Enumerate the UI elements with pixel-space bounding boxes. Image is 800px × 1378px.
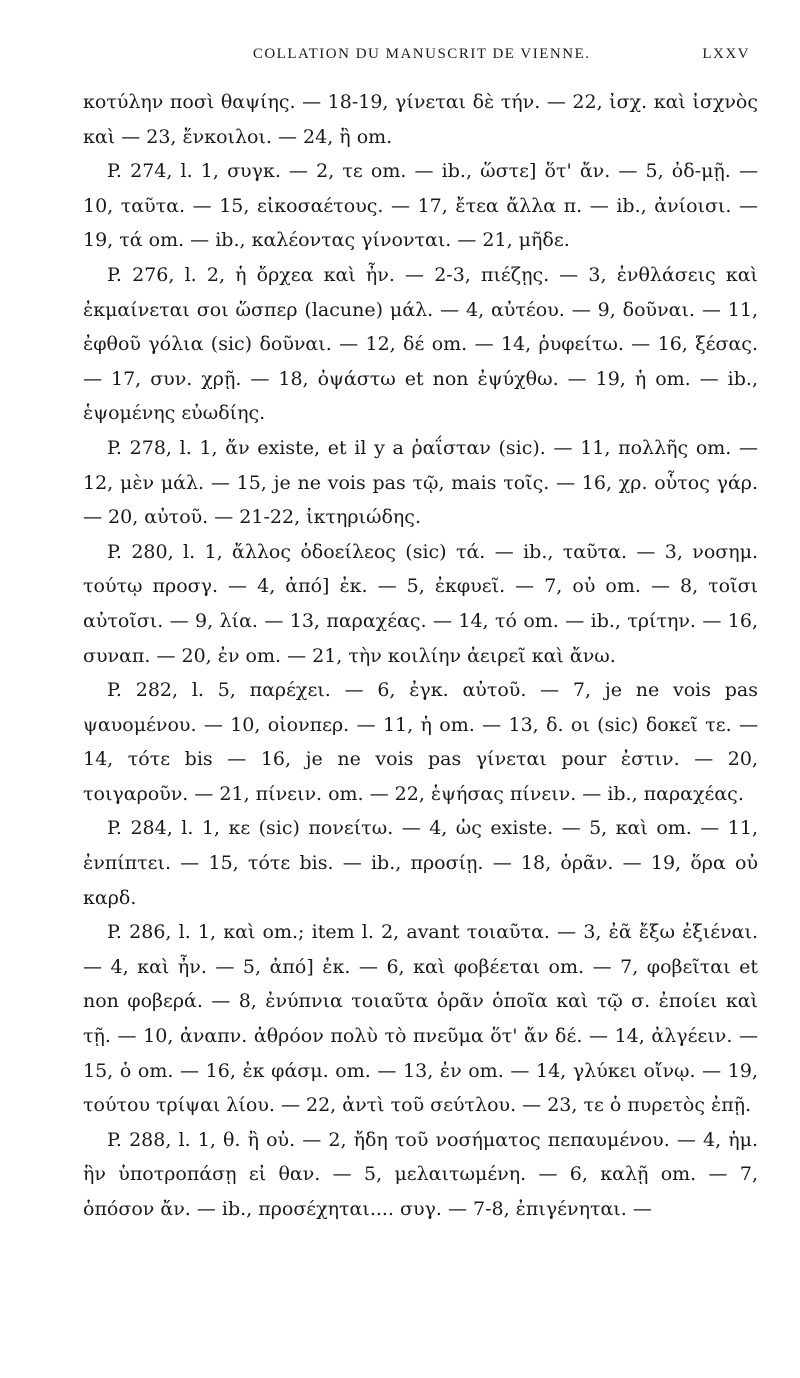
paragraph-p278: P. 278, l. 1, ἄν existe, et il y a ῥαΐσταν (sic). — 11, πολλῆς om. — 12, μὲν μάλ. — 15, je ne vois pas τῷ, mais τοῖς. — 16, χρ. οὗτος γάρ. — 20, αὐτοῦ. — 21-22, ἰκτηριώδης.	[83, 436, 758, 529]
paragraph-continuation: κοτύλην ποσὶ θαψίης. — 18-19, γίνεται δὲ τήν. — 22, ἰσχ. καὶ ἰσχνὸς καὶ — 23, ἔνκοιλοι. — 24, ἢ om.	[83, 91, 758, 148]
paragraph-p280: P. 280, l. 1, ἄλλος ὁδοείλεος (sic) τά. — ib., ταῦτα. — 3, νοσημ. τούτῳ προσγ. — 4, ἀπό] ἐκ. — 5, ἐκφυεῖ. — 7, οὐ om. — 8, τοῖσι αὐτοῖσι. — 9, λία. — 13, παραχέας. — 14, τό om. — ib., τρίτην. — 16, συναπ. — 20, ἐν om. — 21, τὴν κοιλίην ἀειρεῖ καὶ ἄνω.	[83, 540, 758, 667]
paragraph-p288: P. 288, l. 1, θ. ἢ οὐ. — 2, ἤδη τοῦ νοσήματος πεπαυμένου. — 4, ἡμ. ἣν ὑποτροπάσῃ εἰ θαν. — 5, μελαιτωμένη. — 6, καλῇ om. — 7, ὁπόσον ἄν. — ib., προσέχηται.... συγ. — 7-8, ἐπιγένηται. —	[83, 1128, 758, 1220]
paragraph-p286: P. 286, l. 1, καὶ om.; item l. 2, avant τοιαῦτα. — 3, ἐᾶ ἔξω ἐξιέναι. — 4, καὶ ἦν. — 5, ἀπό] ἐκ. — 6, καὶ φοβέεται om. — 7, φοβεῖται et non φοβερά. — 8, ἐνύπνια τοιαῦτα ὁρᾶν ὁποῖα καὶ τῷ σ. ἐποίει καὶ τῇ. — 10, ἀναπν. ἀθρόον πολὺ τὸ πνεῦμα ὅτ' ἄν δέ. — 14, ἀλγέειν. — 15, ὁ om. — 16, ἐκ φάσμ. om. — 13, ἐν om. — 14, γλύκει οἴνῳ. — 19, τούτου τρίψαι λίου. — 22, ἀντὶ τοῦ σεύτλου. — 23, τε ὁ πυρετὸς ἐπῇ.	[83, 921, 758, 1117]
collation-text	[83, 85, 758, 1227]
running-head	[83, 46, 758, 63]
paragraph-p274: P. 274, l. 1, συγκ. — 2, τε om. — ib., ὥστε] ὅτ' ἄν. — 5, ὀδ-μῇ. — 10, ταῦτα. — 15, εἰκοσαέτους. — 17, ἔτεα ἄλλα π. — ib., ἀνίοισι. — 19, τά om. — ib., καλέοντας γίνονται. — 21, μῆδε.	[83, 160, 758, 252]
paragraph-p276: P. 276, l. 2, ἡ ὄρχεα καὶ ἦν. — 2-3, πιέζῃς. — 3, ἐνθλάσεις καὶ ἐκμαίνεται σοι ὥσπερ (lacune) μάλ. — 4, αὐτέου. — 9, δοῦναι. — 11, ἐφθοῦ γόλια (sic) δοῦναι. — 12, δέ om. — 14, ῥυφείτω. — 16, ξέσας. — 17, συν. χρῇ. — 18, ὀψάστω et non ἐψύχθω. — 19, ἡ om. — ib., ἑψομένης εὐωδίης.	[83, 263, 758, 425]
paragraph-p284: P. 284, l. 1, κε (sic) πονείτω. — 4, ὡς existe. — 5, καὶ om. — 11, ἐνπίπτει. — 15, τότε bis. — ib., προσίῃ. — 18, ὁρᾶν. — 19, ὅρα οὐ καρδ.	[83, 817, 758, 909]
paragraph-p282: P. 282, l. 5, παρέχει. — 6, ἐγκ. αὐτοῦ. — 7, je ne vois pas ψαυομένου. — 10, οἱονπερ. — 11, ἡ om. — 13, δ. οι (sic) δοκεῖ τε. — 14, τότε bis — 16, je ne vois pas γίνεται pour ἐστιν. — 20, τοιγαροῦν. — 21, πίνειν. om. — 22, ἑψήσας πίνειν. — ib., παραχέας.	[83, 679, 758, 805]
running-title: COLLATION DU MANUSCRIT DE VIENNE.	[252, 46, 591, 62]
page-number: LXXV	[702, 46, 750, 62]
